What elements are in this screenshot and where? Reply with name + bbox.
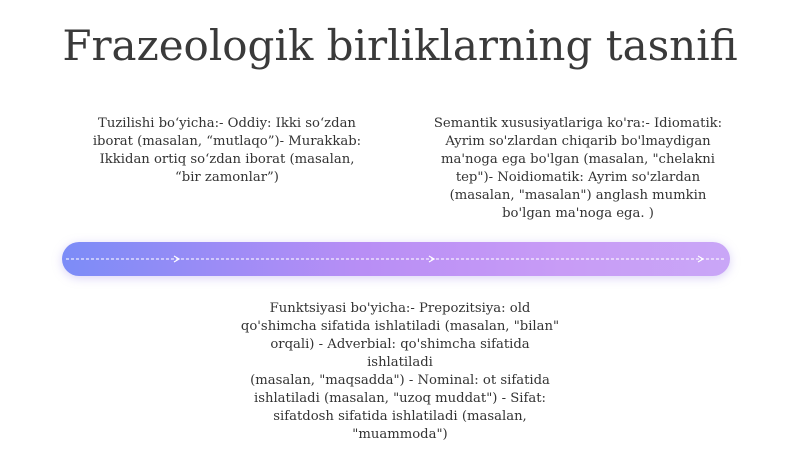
text-line: bo'lgan ma'noga ega. ) bbox=[502, 206, 654, 221]
text-line: Tuzilishi bo‘yicha:- Oddiy: Ikki so‘zdan bbox=[98, 116, 356, 131]
structure-classification-text bbox=[72, 115, 382, 187]
text-line: “bir zamonlar”) bbox=[175, 170, 279, 185]
page-title: Frazeologik birliklarning tasnifi bbox=[62, 21, 738, 70]
text-line: Funktsiyasi bo'yicha:- Prepozitsiya: old bbox=[269, 301, 531, 316]
function-classification-text bbox=[240, 300, 560, 444]
text-line: tep")- Noidiomatik: Ayrim so'zlardan bbox=[455, 170, 701, 185]
text-line: orqali) - Adverbial: qo'shimcha sifatida ishlatiladi bbox=[270, 337, 530, 370]
text-line: (masalan, "maqsadda") - Nominal: ot sifatida bbox=[250, 373, 550, 388]
text-line: "muammoda") bbox=[352, 427, 448, 442]
text-line: ma'noga ega bo'lgan (masalan, "chelakni bbox=[440, 152, 716, 167]
semantic-classification-text bbox=[418, 115, 738, 223]
text-line: Ayrim so'zlardan chiqarib bo'lmaydigan bbox=[445, 134, 711, 149]
timeline-arrows bbox=[62, 242, 730, 276]
text-line: Semantik xususiyatlariga ko'ra:- Idiomatik: bbox=[433, 116, 723, 131]
timeline-bar bbox=[62, 242, 730, 276]
text-line: iborat (masalan, “mutlaqo”)- Murakkab: bbox=[92, 134, 362, 149]
text-line: qo'shimcha sifatida ishlatiladi (masalan, "bilan" bbox=[240, 319, 560, 334]
text-line: ishlatiladi (masalan, "uzoq muddat") - Sifat: bbox=[253, 391, 547, 406]
text-line: Ikkidan ortiq so‘zdan iborat (masalan, bbox=[99, 152, 355, 167]
text-line: (masalan, "masalan") anglash mumkin bbox=[449, 188, 707, 203]
text-line: sifatdosh sifatida ishlatiladi (masalan, bbox=[273, 409, 527, 424]
